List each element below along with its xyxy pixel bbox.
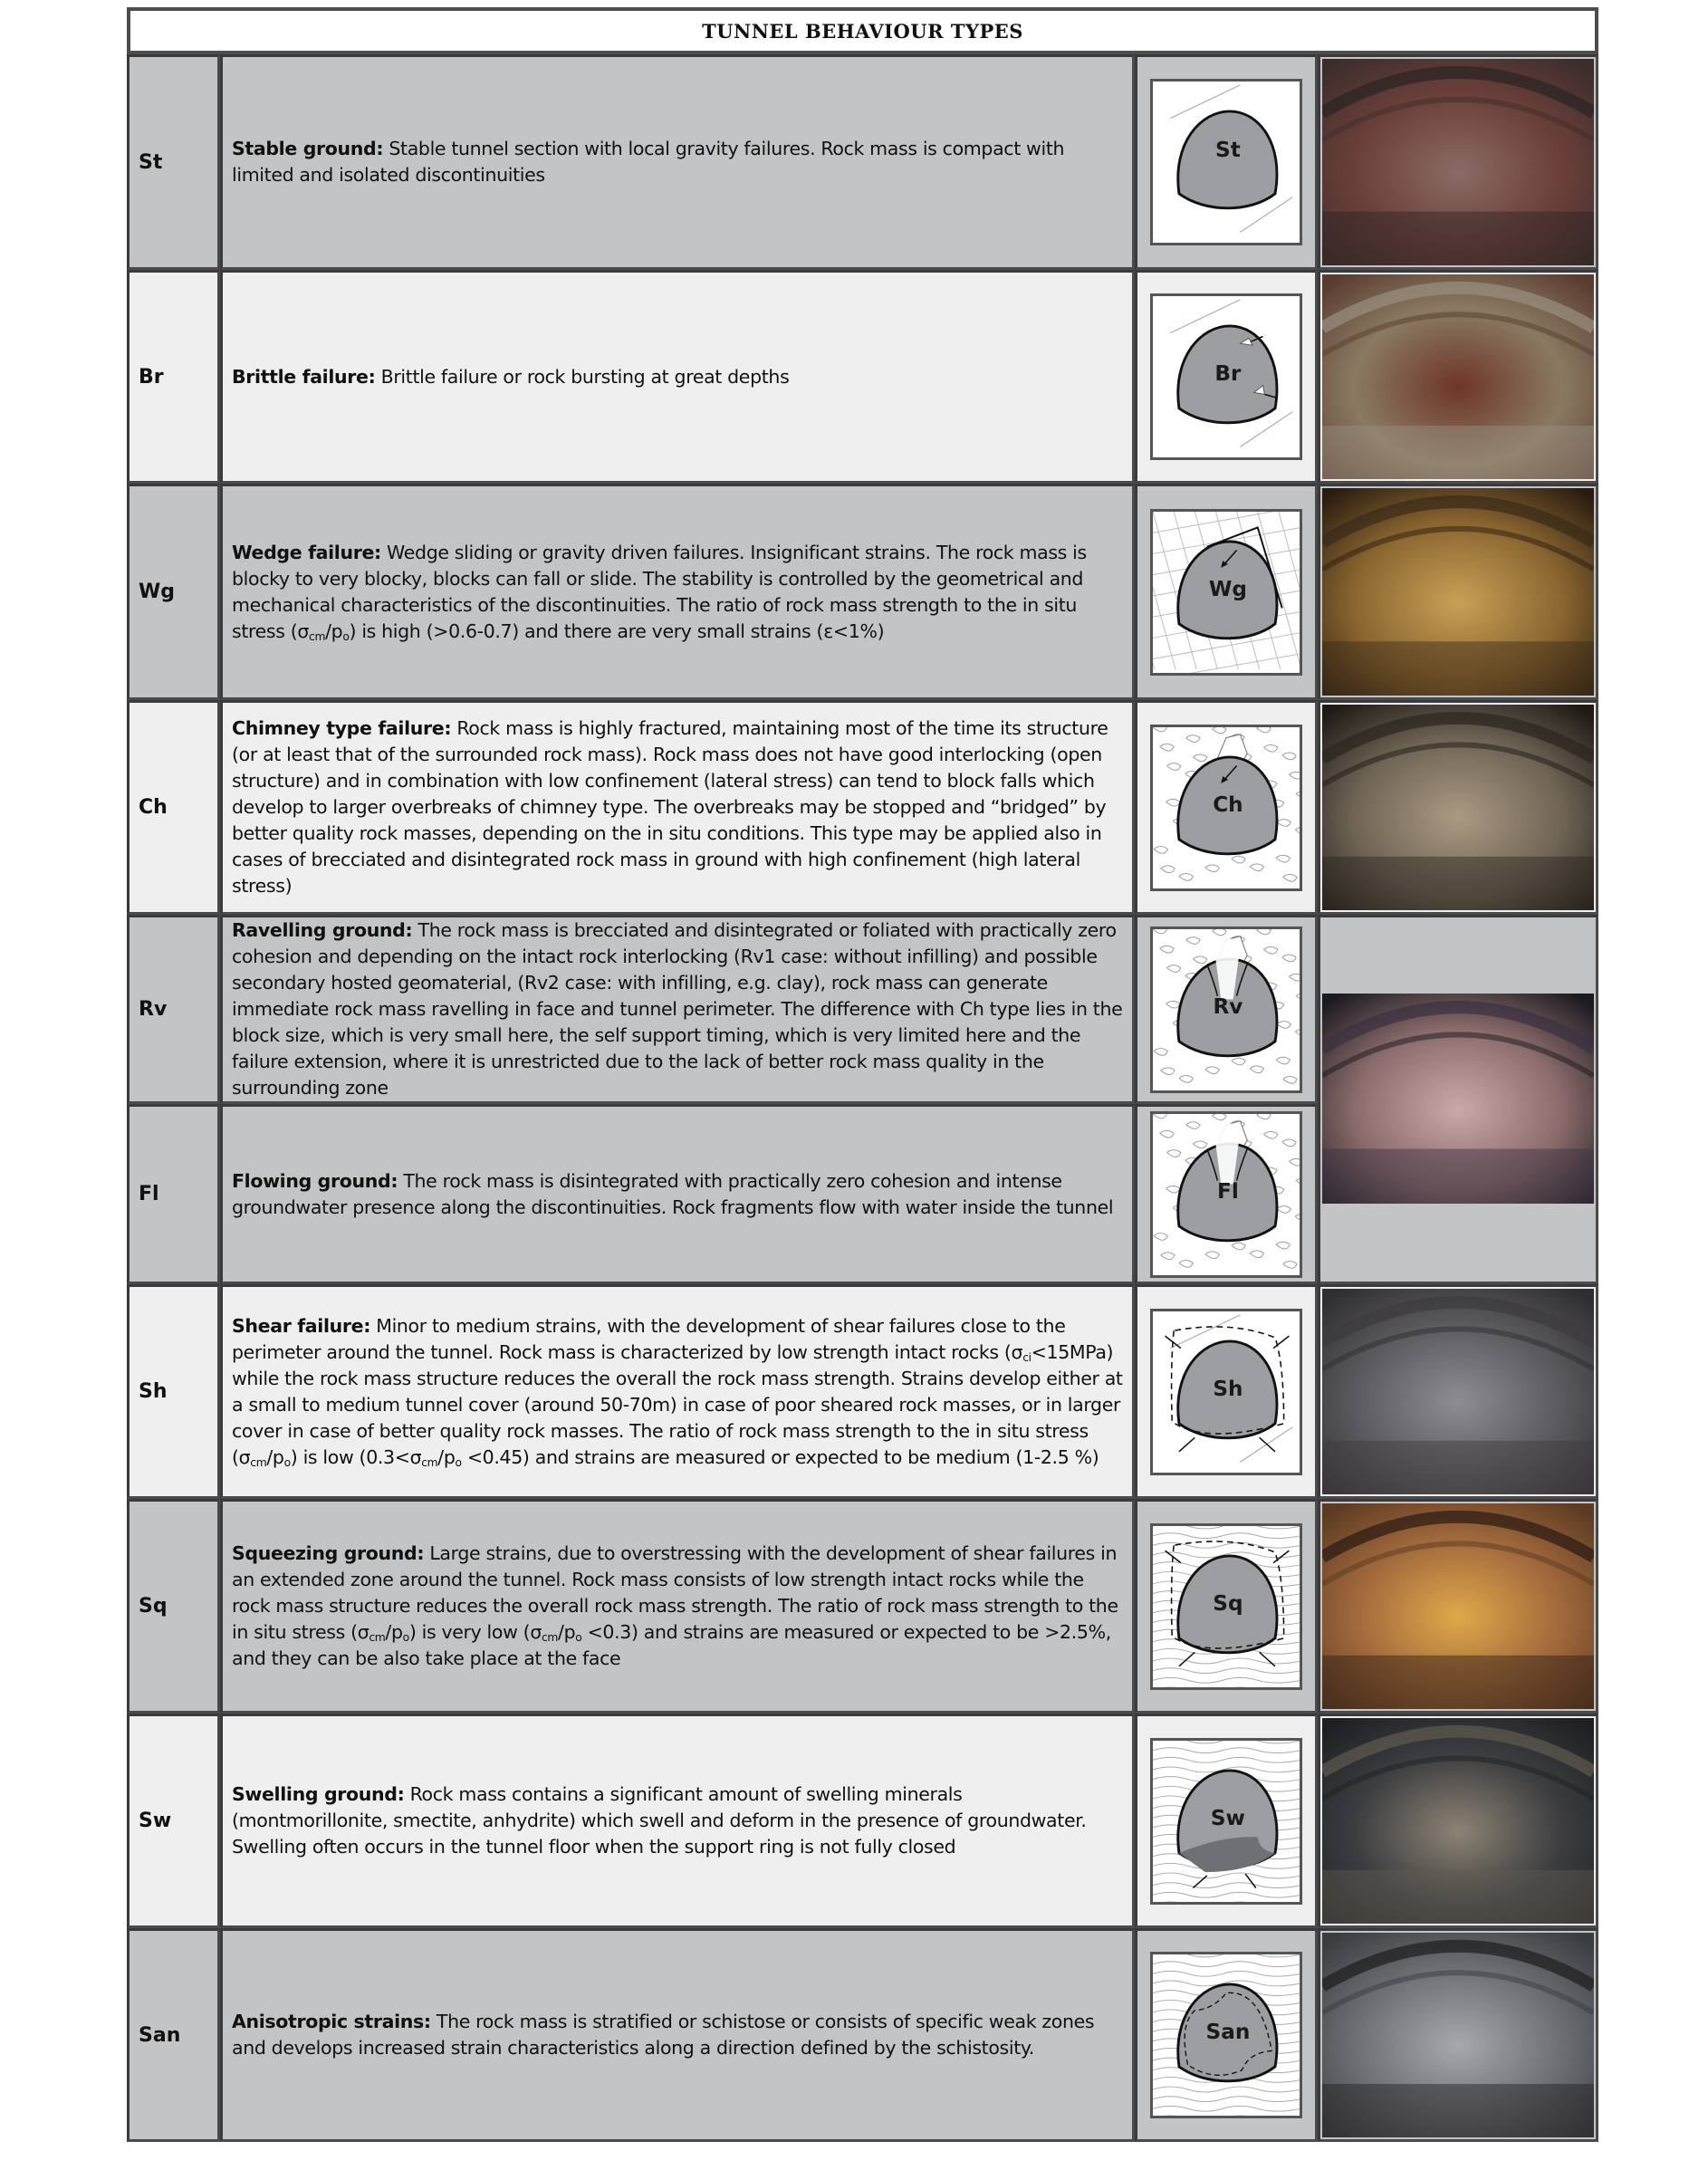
behaviour-photo-cell-merged	[1318, 915, 1598, 1284]
behaviour-photo-cell	[1318, 270, 1598, 484]
behaviour-code: Wg	[139, 581, 176, 603]
ravelling-ground-icon	[1150, 927, 1302, 1093]
behaviour-description-cell	[220, 1928, 1135, 2142]
behaviour-photo-cell	[1318, 1284, 1598, 1499]
behaviour-code: St	[139, 150, 163, 174]
behaviour-description	[232, 540, 1123, 645]
behaviour-term: Shear failure:	[232, 1314, 371, 1337]
behaviour-description-cell	[220, 1714, 1135, 1928]
behaviour-code-cell	[127, 270, 220, 484]
photo-brittle-failure-mesh	[1322, 274, 1594, 479]
photo-squeezing-ground-workers	[1322, 1503, 1594, 1709]
table-title-header	[127, 7, 1598, 54]
behaviour-code: Br	[139, 365, 164, 389]
photo-shear-failure-rock	[1322, 1289, 1594, 1494]
behaviour-term: Swelling ground:	[232, 1783, 405, 1805]
behaviour-code: Fl	[139, 1183, 159, 1205]
behaviour-diagram-cell	[1135, 1714, 1318, 1928]
behaviour-code: Ch	[139, 796, 168, 819]
behaviour-code: Rv	[139, 998, 168, 1021]
behaviour-diagram-cell	[1135, 484, 1318, 700]
behaviour-code-cell	[127, 1104, 220, 1284]
behaviour-description	[232, 2009, 1123, 2061]
behaviour-diagram-cell	[1135, 54, 1318, 270]
svg-text:Br: Br	[1214, 360, 1242, 386]
photo-ravelling-flowing-ground	[1322, 994, 1594, 1204]
svg-text:St: St	[1215, 138, 1241, 163]
behaviour-code: Sw	[139, 1810, 172, 1832]
behaviour-code-cell	[127, 54, 220, 270]
behaviour-photo-cell	[1318, 1499, 1598, 1714]
photo-chimney-overbreak	[1322, 705, 1594, 910]
behaviour-text: The rock mass is stratified or schistose or consists of specific weak zones and develops increased strain characteristics along a direction defined by the schistosity.	[232, 2011, 1095, 2059]
behaviour-code-cell	[127, 915, 220, 1104]
behaviour-text: Brittle failure or rock bursting at great depths	[375, 365, 790, 388]
wedge-failure-icon	[1150, 509, 1302, 676]
behaviour-description-cell	[220, 700, 1135, 915]
behaviour-diagram-cell	[1135, 915, 1318, 1104]
photo-wedge-failure-arches	[1322, 488, 1594, 696]
behaviour-description-cell	[220, 1284, 1135, 1499]
behaviour-code: Sh	[139, 1380, 168, 1403]
behaviour-photo-cell	[1318, 54, 1598, 270]
behaviour-photo-cell	[1318, 484, 1598, 700]
svg-text:Fl: Fl	[1217, 1178, 1239, 1204]
behaviour-text: Rock mass contains a significant amount of swelling minerals (montmorillonite, smectite, anhydrite) which swell and deform in the presence of groundwater. Swelling often occurs in the tunnel floor when the support ring is not fully closed	[232, 1783, 1087, 1858]
behaviour-diagram-cell	[1135, 1284, 1318, 1499]
svg-text:Sq: Sq	[1213, 1590, 1243, 1616]
behaviour-code-cell	[127, 1499, 220, 1714]
behaviour-description-cell	[220, 270, 1135, 484]
behaviour-text: Large strains, due to overstressing with the development of shear failures in an extended zone around the tunnel. Rock mass consists of low strength intact rocks while the rock mass structure reduces the overall rock mass strength. The ratio of rock mass strength to the in situ stress $(\sigma_{cm}/p_o)$ is very low $(\sigma_{cm}/p_o <0.3)$ and strains are measured or expected to be >2.5%, and they can be also take place at the face	[232, 1542, 1118, 1669]
behaviour-text: Wedge sliding or gravity driven failures. Insignificant strains. The rock mass is blocky to very blocky, blocks can fall or slide. The stability is controlled by the geometrical and mechanical characteristics of the discontinuities. The ratio of rock mass strength to the in situ stress $(\sigma_{cm}/p_o)$ is high (>0.6-0.7) and there are very small strains (ε<1%)	[232, 541, 1087, 643]
photo-swelling-floor	[1322, 1718, 1594, 1924]
behaviour-description	[232, 917, 1123, 1101]
behaviour-text: Rock mass is highly fractured, maintaining most of the time its structure (or at least that of the surrounded rock mass). Rock mass does not have good interlocking (open structure) and in combination with low confinement (lateral stress) can tend to block falls which develop to larger overbreaks of chimney type. The overbreaks may be stopped and “bridged” by better quality rock masses, depending on the in situ conditions. This type may be applied also in cases of brecciated and disintegrated rock mass in ground with high confinement (high lateral stress)	[232, 717, 1108, 897]
behaviour-description	[232, 364, 789, 390]
behaviour-text: Stable tunnel section with local gravity failures. Rock mass is compact with limited and isolated discontinuities	[232, 138, 1065, 186]
flowing-ground-icon	[1150, 1111, 1302, 1278]
behaviour-term: Stable ground:	[232, 138, 384, 159]
svg-text:Sw: Sw	[1210, 1805, 1245, 1830]
behaviour-description	[232, 136, 1123, 188]
chimney-failure-icon	[1150, 725, 1302, 891]
svg-text:Rv: Rv	[1213, 994, 1243, 1019]
behaviour-description-cell	[220, 1499, 1135, 1714]
behaviour-description	[232, 1313, 1123, 1471]
behaviour-code-cell	[127, 1714, 220, 1928]
shear-failure-icon	[1150, 1309, 1302, 1475]
svg-text:San: San	[1205, 2019, 1251, 2044]
stable-tunnel-icon	[1150, 79, 1302, 245]
behaviour-description-cell	[220, 54, 1135, 270]
behaviour-term: Ravelling ground:	[232, 919, 413, 941]
behaviour-diagram-cell	[1135, 1499, 1318, 1714]
behaviour-diagram-cell	[1135, 700, 1318, 915]
behaviour-description	[232, 1168, 1123, 1221]
photo-anisotropic-excavator	[1322, 1933, 1594, 2137]
behaviour-term: Chimney type failure:	[232, 717, 452, 739]
behaviour-diagram-cell	[1135, 270, 1318, 484]
behaviour-text: Minor to medium strains, with the development of shear failures close to the perimeter around the tunnel. Rock mass is characterized by low strength intact rocks $(\sigma_{ci}<15MPa)$ while the rock mass structure reduces the overall the rock mass strength. Strains develop either at a small to medium tunnel cover (around 50-70m) in case of poor sheared rock masses, or in larger cover in case of better quality rock masses. The ratio of rock mass strength to the in situ stress $(\sigma_{cm}/p_o)$ is low $(0.3<\sigma_{cm}/p_o <0.45)$ and strains are measured or expected to be medium (1-2.5 %)	[232, 1314, 1123, 1469]
svg-text:Sh: Sh	[1213, 1376, 1243, 1401]
behaviour-description	[232, 715, 1123, 899]
behaviour-description-cell	[220, 915, 1135, 1104]
photo-stable-ground-tunnel-face	[1322, 59, 1594, 265]
svg-text:Ch: Ch	[1213, 792, 1243, 817]
behaviour-description-cell	[220, 1104, 1135, 1284]
brittle-failure-icon	[1150, 293, 1302, 460]
behaviour-term: Anisotropic strains:	[232, 2011, 431, 2032]
behaviour-description	[232, 1541, 1123, 1672]
table-title: TUNNEL BEHAVIOUR TYPES	[702, 19, 1023, 43]
behaviour-code: San	[139, 2023, 181, 2047]
squeezing-ground-icon	[1150, 1523, 1302, 1690]
behaviour-photo-cell	[1318, 700, 1598, 915]
behaviour-term: Wedge failure:	[232, 541, 381, 563]
anisotropic-strains-icon	[1150, 1952, 1302, 2118]
behaviour-diagram-cell	[1135, 1104, 1318, 1284]
behaviour-code-cell	[127, 1928, 220, 2142]
behaviour-code-cell	[127, 700, 220, 915]
behaviour-description-cell	[220, 484, 1135, 700]
behaviour-text: The rock mass is brecciated and disintegrated or foliated with practically zero cohesion and depending on the intact rock interlocking (Rv1 case: without infilling) and possible secondary hosted geomaterial, (Rv2 case: with infilling, e.g. clay), rock mass can generate immediate rock mass ravelling in face and tunnel perimeter. The difference with Ch type lies in the block size, which is very small here, the self support timing, which is very limited here and the failure extension, where it is unrestricted due to the lack of better rock mass quality in the surrounding zone	[232, 919, 1123, 1099]
behaviour-code-cell	[127, 484, 220, 700]
behaviour-diagram-cell	[1135, 1928, 1318, 2142]
behaviour-term: Squeezing ground:	[232, 1542, 425, 1564]
svg-text:Wg: Wg	[1208, 576, 1247, 601]
behaviour-code-cell	[127, 1284, 220, 1499]
behaviour-term: Brittle failure:	[232, 365, 376, 388]
tunnel-behaviour-table	[127, 7, 1598, 2142]
swelling-ground-icon	[1150, 1738, 1302, 1905]
behaviour-text: The rock mass is disintegrated with practically zero cohesion and intense groundwater presence along the discontinuities. Rock fragments flow with water inside the tunnel	[232, 1169, 1114, 1218]
behaviour-code: Sq	[139, 1595, 168, 1618]
behaviour-photo-cell	[1318, 1714, 1598, 1928]
behaviour-term: Flowing ground:	[232, 1169, 398, 1192]
behaviour-description	[232, 1781, 1123, 1860]
behaviour-photo-cell	[1318, 1928, 1598, 2142]
